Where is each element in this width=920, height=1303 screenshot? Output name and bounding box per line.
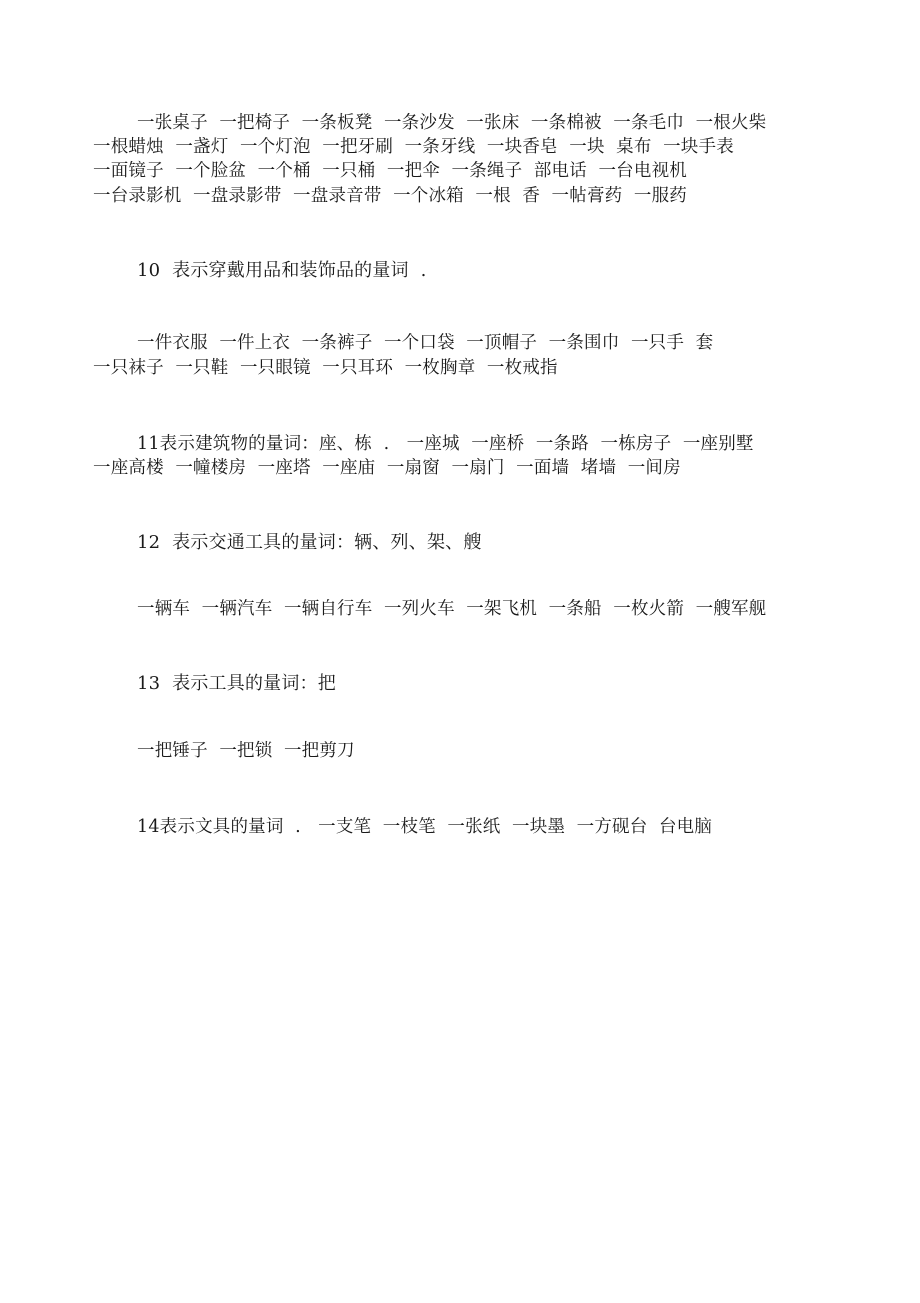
section-12-line-1: 一辆车 一辆汽车 一辆自行车 一列火车 一架飞机 一条船 一枚火箭 一艘军舰 [137,599,767,619]
section-10-heading: 10 表示穿戴用品和装饰品的量词 . [137,260,427,281]
section-14-line-1: 14表示文具的量词 . 一支笔 一枝笔 一张纸 一块墨 一方砚台 台电脑 [137,817,713,837]
household-line-4: 一台录影机 一盘录影带 一盘录音带 一个冰箱 一根 香 一帖膏药 一服药 [93,186,687,206]
household-line-2: 一根蜡烛 一盏灯 一个灯泡 一把牙刷 一条牙线 一块香皂 一块 桌布 一块手表 [93,137,734,157]
section-11-line-2: 一座高楼 一幢楼房 一座塔 一座庙 一扇窗 一扇门 一面墙 堵墙 一间房 [93,458,681,478]
section-10-line-1: 一件衣服 一件上衣 一条裤子 一个口袋 一顶帽子 一条围巾 一只手 套 [137,333,714,353]
household-line-1: 一张桌子 一把椅子 一条板凳 一条沙发 一张床 一条棉被 一条毛巾 一根火柴 [137,113,767,133]
section-13-line-1: 一把锤子 一把锁 一把剪刀 [137,741,355,761]
section-13-heading: 13 表示工具的量词：把 [137,673,336,694]
section-11-line-1: 11表示建筑物的量词：座、栋 . 一座城 一座桥 一条路 一栋房子 一座别墅 [137,434,754,454]
section-10-line-2: 一只袜子 一只鞋 一只眼镜 一只耳环 一枚胸章 一枚戒指 [93,358,558,378]
section-12-heading: 12 表示交通工具的量词：辆、列、架、艘 [137,532,482,553]
household-line-3: 一面镜子 一个脸盆 一个桶 一只桶 一把伞 一条绳子 部电话 一台电视机 [93,161,687,181]
